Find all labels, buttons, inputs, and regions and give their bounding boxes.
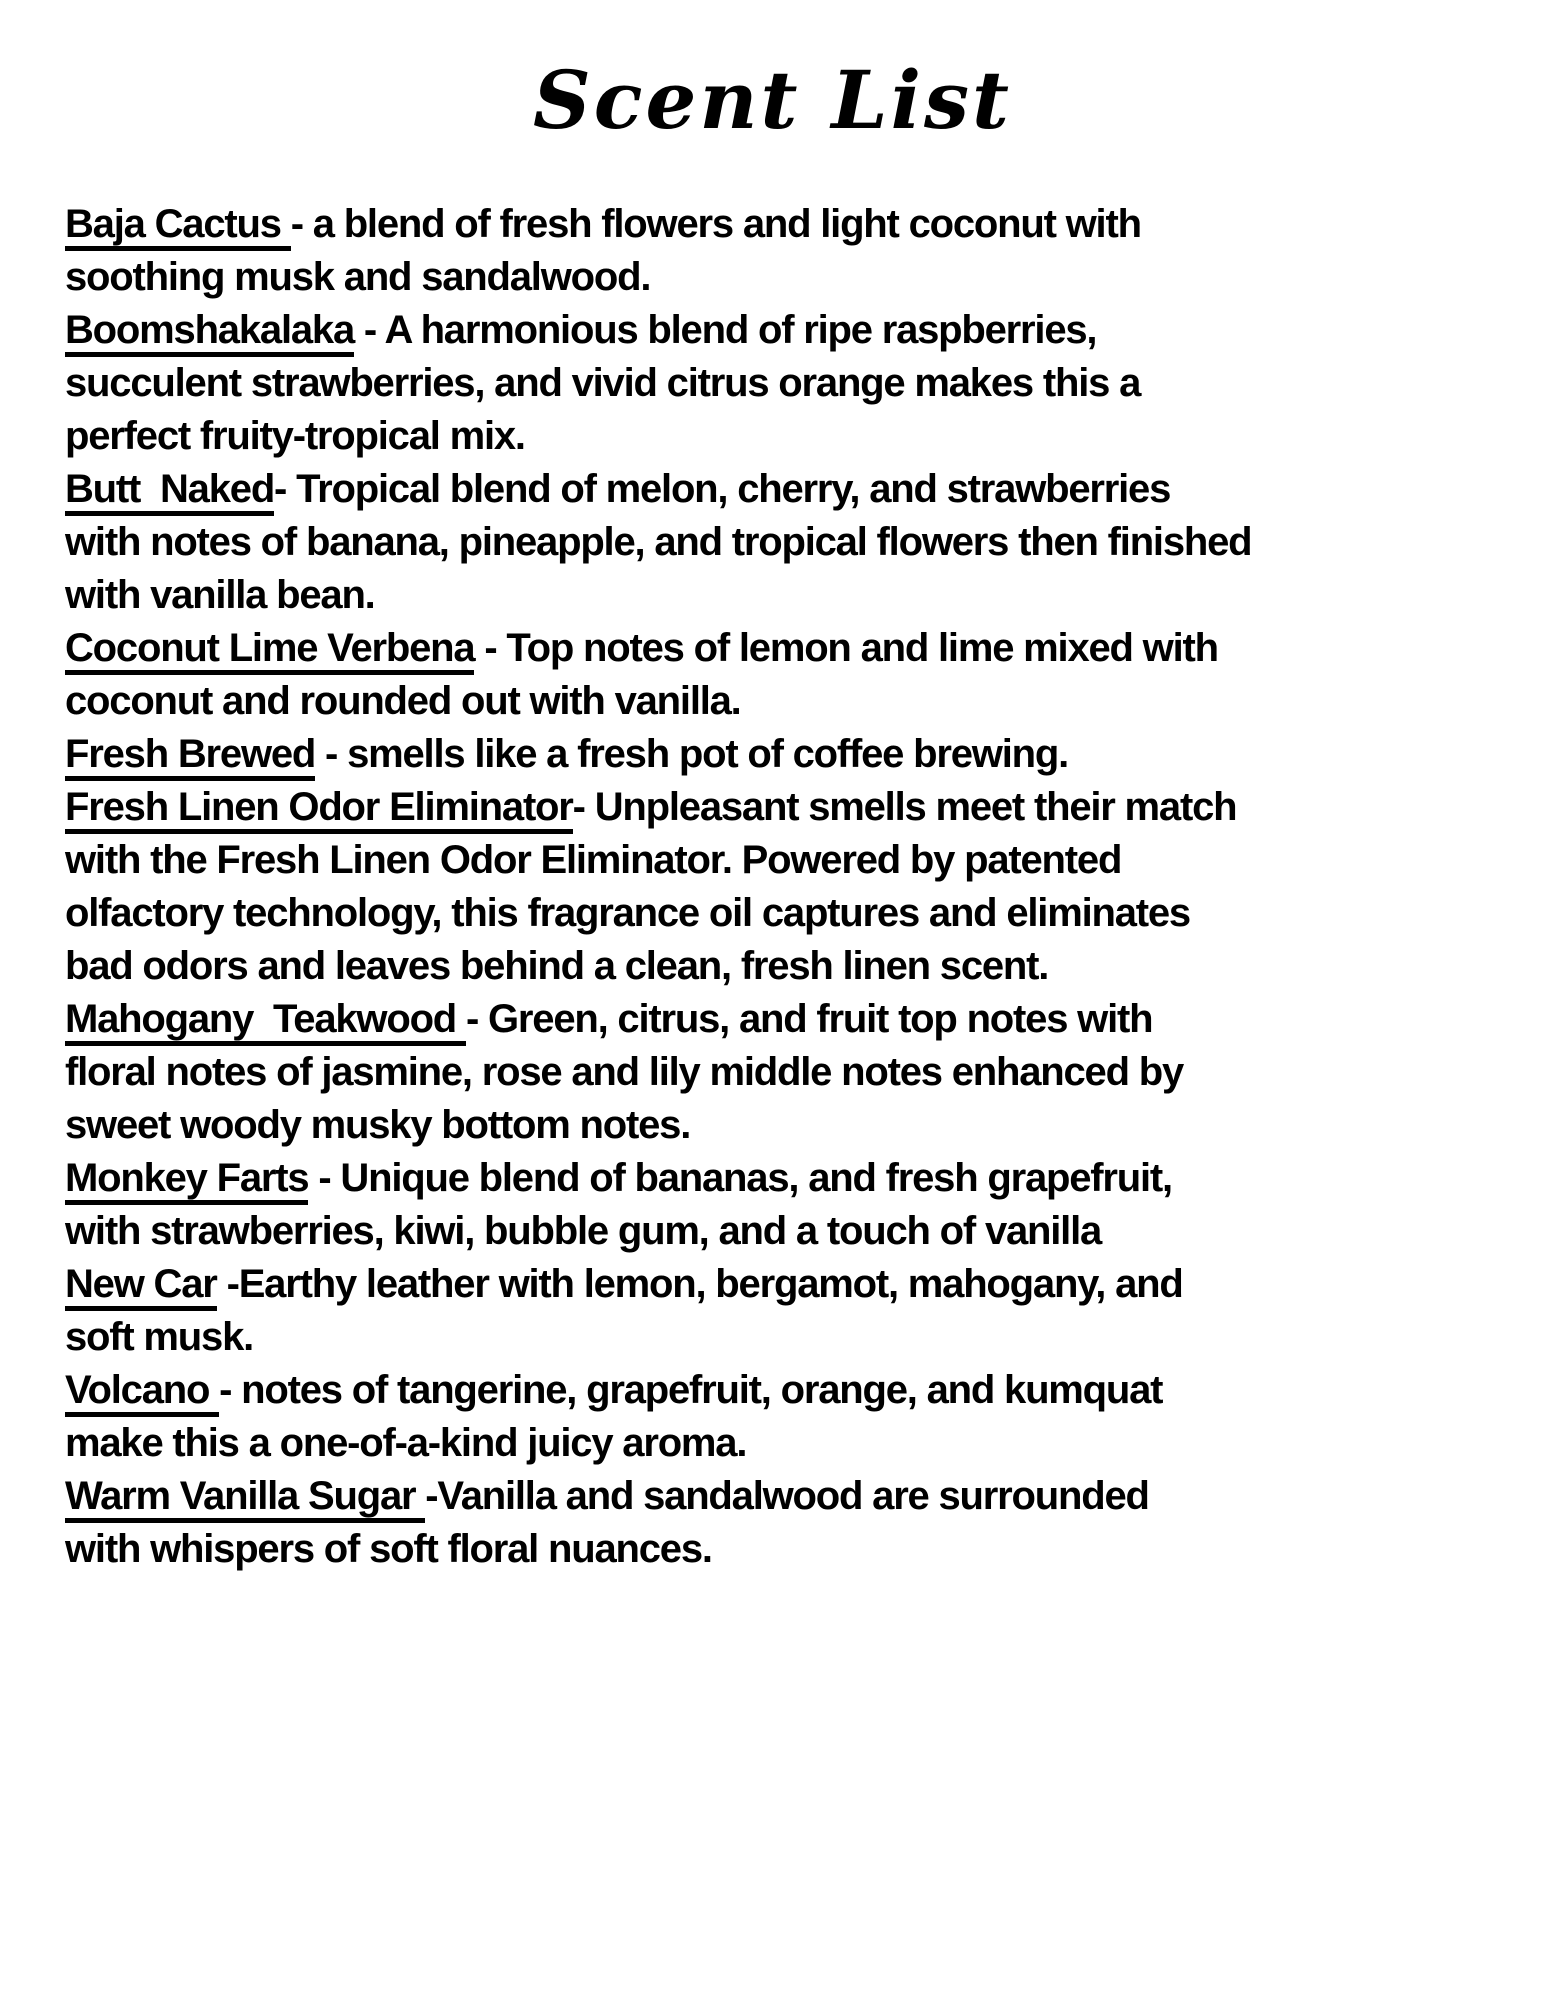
scent-name: Fresh Linen Odor Eliminator bbox=[65, 785, 573, 834]
scent-description-line: with vanilla bean. bbox=[65, 573, 375, 617]
scent-description-line: perfect fruity-tropical mix. bbox=[65, 414, 525, 458]
scent-entry-first-line bbox=[65, 622, 1545, 675]
scent-description-line: make this a one-of-a-kind juicy aroma. bbox=[65, 1421, 747, 1465]
scent-description-line: coconut and rounded out with vanilla. bbox=[65, 679, 741, 723]
scent-entry-first-line bbox=[65, 1152, 1545, 1205]
scent-description: - smells like a fresh pot of coffee brewing. bbox=[315, 732, 1068, 776]
scent-name: Boomshakalaka bbox=[65, 308, 354, 357]
scent-entry-first-line bbox=[65, 304, 1545, 357]
scent-description-line: succulent strawberries, and vivid citrus orange makes this a bbox=[65, 361, 1141, 405]
scent-description: - Unpleasant smells meet their match bbox=[572, 785, 1237, 829]
scent-description-line: olfactory technology, this fragrance oil captures and eliminates bbox=[65, 891, 1190, 935]
scent-description-line: floral notes of jasmine, rose and lily middle notes enhanced by bbox=[65, 1050, 1184, 1094]
scent-list bbox=[65, 198, 1545, 1576]
scent-entry-first-line bbox=[65, 198, 1545, 251]
scent-name: New Car bbox=[65, 1262, 217, 1311]
scent-description: - A harmonious blend of ripe raspberries, bbox=[354, 308, 1097, 352]
scent-description: - Green, citrus, and fruit top notes with bbox=[465, 997, 1153, 1041]
scent-name: Fresh Brewed bbox=[65, 732, 315, 781]
scent-description-line: with notes of banana, pineapple, and tropical flowers then finished bbox=[65, 520, 1252, 564]
scent-name: Butt Naked bbox=[65, 467, 274, 516]
scent-entry-first-line bbox=[65, 1470, 1545, 1523]
scent-description: - Unique blend of bananas, and fresh grapefruit, bbox=[308, 1156, 1172, 1200]
scent-name: Mahogany Teakwood bbox=[65, 997, 466, 1046]
scent-description-line: soft musk. bbox=[65, 1315, 254, 1359]
scent-description-line: with whispers of soft floral nuances. bbox=[65, 1527, 712, 1571]
scent-description-line: with the Fresh Linen Odor Eliminator. Powered by patented bbox=[65, 838, 1122, 882]
scent-entry-first-line bbox=[65, 1258, 1545, 1311]
scent-description: - Tropical blend of melon, cherry, and strawberries bbox=[274, 467, 1171, 511]
scent-description: - Top notes of lemon and lime mixed with bbox=[474, 626, 1218, 670]
scent-description: - notes of tangerine, grapefruit, orange, and kumquat bbox=[219, 1368, 1163, 1412]
scent-name: Volcano bbox=[65, 1368, 219, 1417]
scent-name: Baja Cactus bbox=[65, 202, 291, 251]
scent-name: Warm Vanilla Sugar bbox=[65, 1474, 425, 1523]
scent-description: - a blend of fresh flowers and light coconut with bbox=[290, 202, 1141, 246]
scent-entry-first-line bbox=[65, 993, 1545, 1046]
scent-entry-first-line bbox=[65, 728, 1545, 781]
scent-description-line: with strawberries, kiwi, bubble gum, and a touch of vanilla bbox=[65, 1209, 1102, 1253]
scent-entry-first-line bbox=[65, 1364, 1545, 1417]
scent-entry-first-line bbox=[65, 463, 1545, 516]
scent-name: Coconut Lime Verbena bbox=[65, 626, 474, 675]
scent-name: Monkey Farts bbox=[65, 1156, 308, 1205]
scent-description: -Vanilla and sandalwood are surrounded bbox=[425, 1474, 1149, 1518]
scent-description-line: bad odors and leaves behind a clean, fresh linen scent. bbox=[65, 944, 1049, 988]
scent-description: -Earthy leather with lemon, bergamot, mahogany, and bbox=[216, 1262, 1183, 1306]
scent-description-line: sweet woody musky bottom notes. bbox=[65, 1103, 691, 1147]
page-title: Scent List bbox=[533, 53, 1012, 147]
scent-entry-first-line bbox=[65, 781, 1545, 834]
scent-description-line: soothing musk and sandalwood. bbox=[65, 255, 651, 299]
